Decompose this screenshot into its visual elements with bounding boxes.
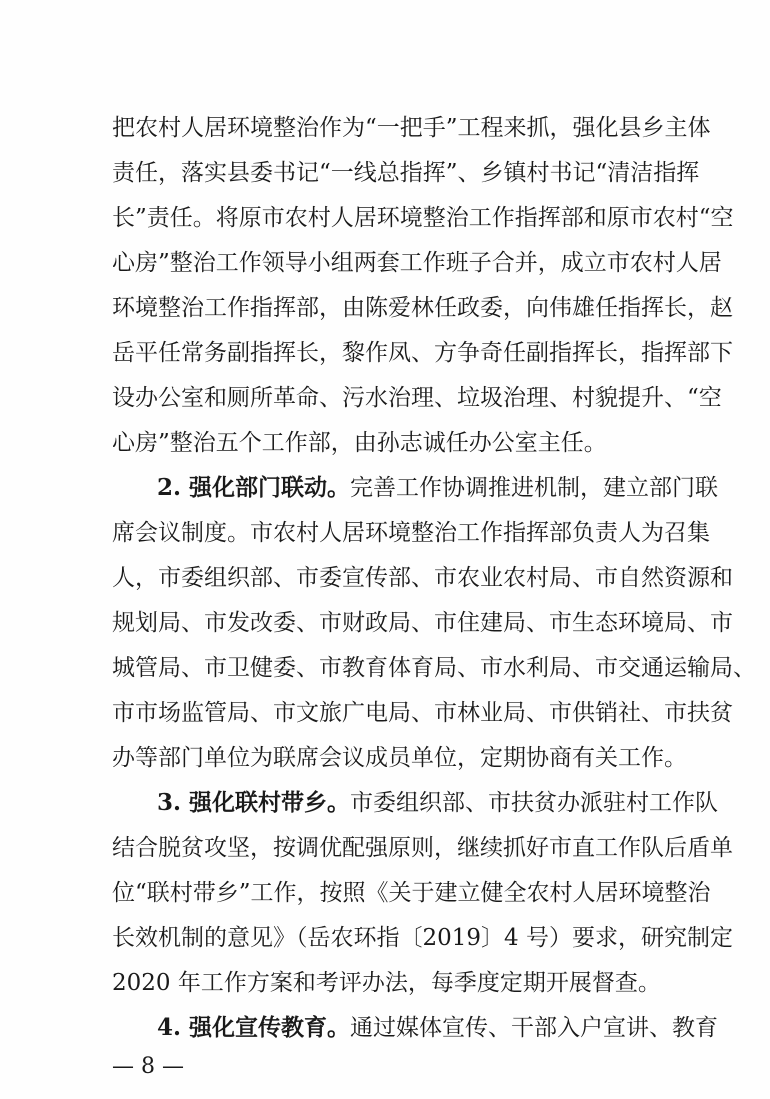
paragraph-line: 结合脱贫攻坚，按调优配强原则，继续抓好市直工作队后盾单: [112, 835, 733, 861]
page-number: — 8 —: [112, 1054, 184, 1079]
section-4-heading: 4. 强化宣传教育。: [157, 1014, 351, 1041]
section-3-first-line: [157, 787, 719, 819]
paragraph-line: 市市场监管局、市文旅广电局、市林业局、市供销社、市扶贫: [112, 700, 733, 726]
paragraph-line: 规划局、市发改委、市财政局、市住建局、市生态环境局、市: [112, 610, 733, 636]
paragraph-line: 人，市委组织部、市委宣传部、市农业农村局、市自然资源和: [112, 565, 733, 591]
section-4-first-line: [157, 1012, 719, 1044]
paragraph-line: 心房”整治五个工作部，由孙志诚任办公室主任。: [112, 430, 607, 456]
paragraph-line: 责任，落实县委书记“一线总指挥”、乡镇村书记“清洁指挥: [112, 160, 700, 186]
paragraph-line: 位“联村带乡”工作，按照《关于建立健全农村人居环境整治: [112, 880, 711, 906]
paragraph-line: 环境整治工作指挥部，由陈爱林任政委，向伟雄任指挥长，赵: [112, 295, 733, 321]
paragraph-line: 长效机制的意见》（岳农环指〔2019〕4 号）要求，研究制定: [112, 925, 733, 951]
paragraph-line: 设办公室和厕所革命、污水治理、垃圾治理、村貌提升、“空: [112, 385, 722, 411]
paragraph-line: 长”责任。将原市农村人居环境整治工作指挥部和原市农村“空: [112, 205, 734, 231]
paragraph-line: 把农村人居环境整治作为“一把手”工程来抓，强化县乡主体: [112, 115, 711, 141]
section-2-first-line: [157, 472, 719, 504]
paragraph-line: 城管局、市卫健委、市教育体育局、市水利局、市交通运输局、: [112, 655, 756, 681]
section-3-first-text: 市委组织部、市扶贫办派驻村工作队: [350, 790, 719, 816]
paragraph-line: 2020 年工作方案和考评办法，每季度定期开展督查。: [112, 970, 661, 996]
section-2-first-text: 完善工作协调推进机制，建立部门联: [350, 475, 719, 501]
paragraph-line: 席会议制度。市农村人居环境整治工作指挥部负责人为召集: [112, 520, 710, 546]
paragraph-line: 岳平任常务副指挥长，黎作凤、方争奇任副指挥长，指挥部下: [112, 340, 733, 366]
paragraph-line: 心房”整治工作领导小组两套工作班子合并，成立市农村人居: [112, 250, 722, 276]
section-2-heading: 2. 强化部门联动。: [157, 474, 351, 501]
paragraph-line: 办等部门单位为联席会议成员单位，定期协商有关工作。: [112, 745, 687, 771]
section-3-heading: 3. 强化联村带乡。: [157, 789, 351, 816]
section-4-first-text: 通过媒体宣传、干部入户宣讲、教育: [350, 1015, 719, 1041]
